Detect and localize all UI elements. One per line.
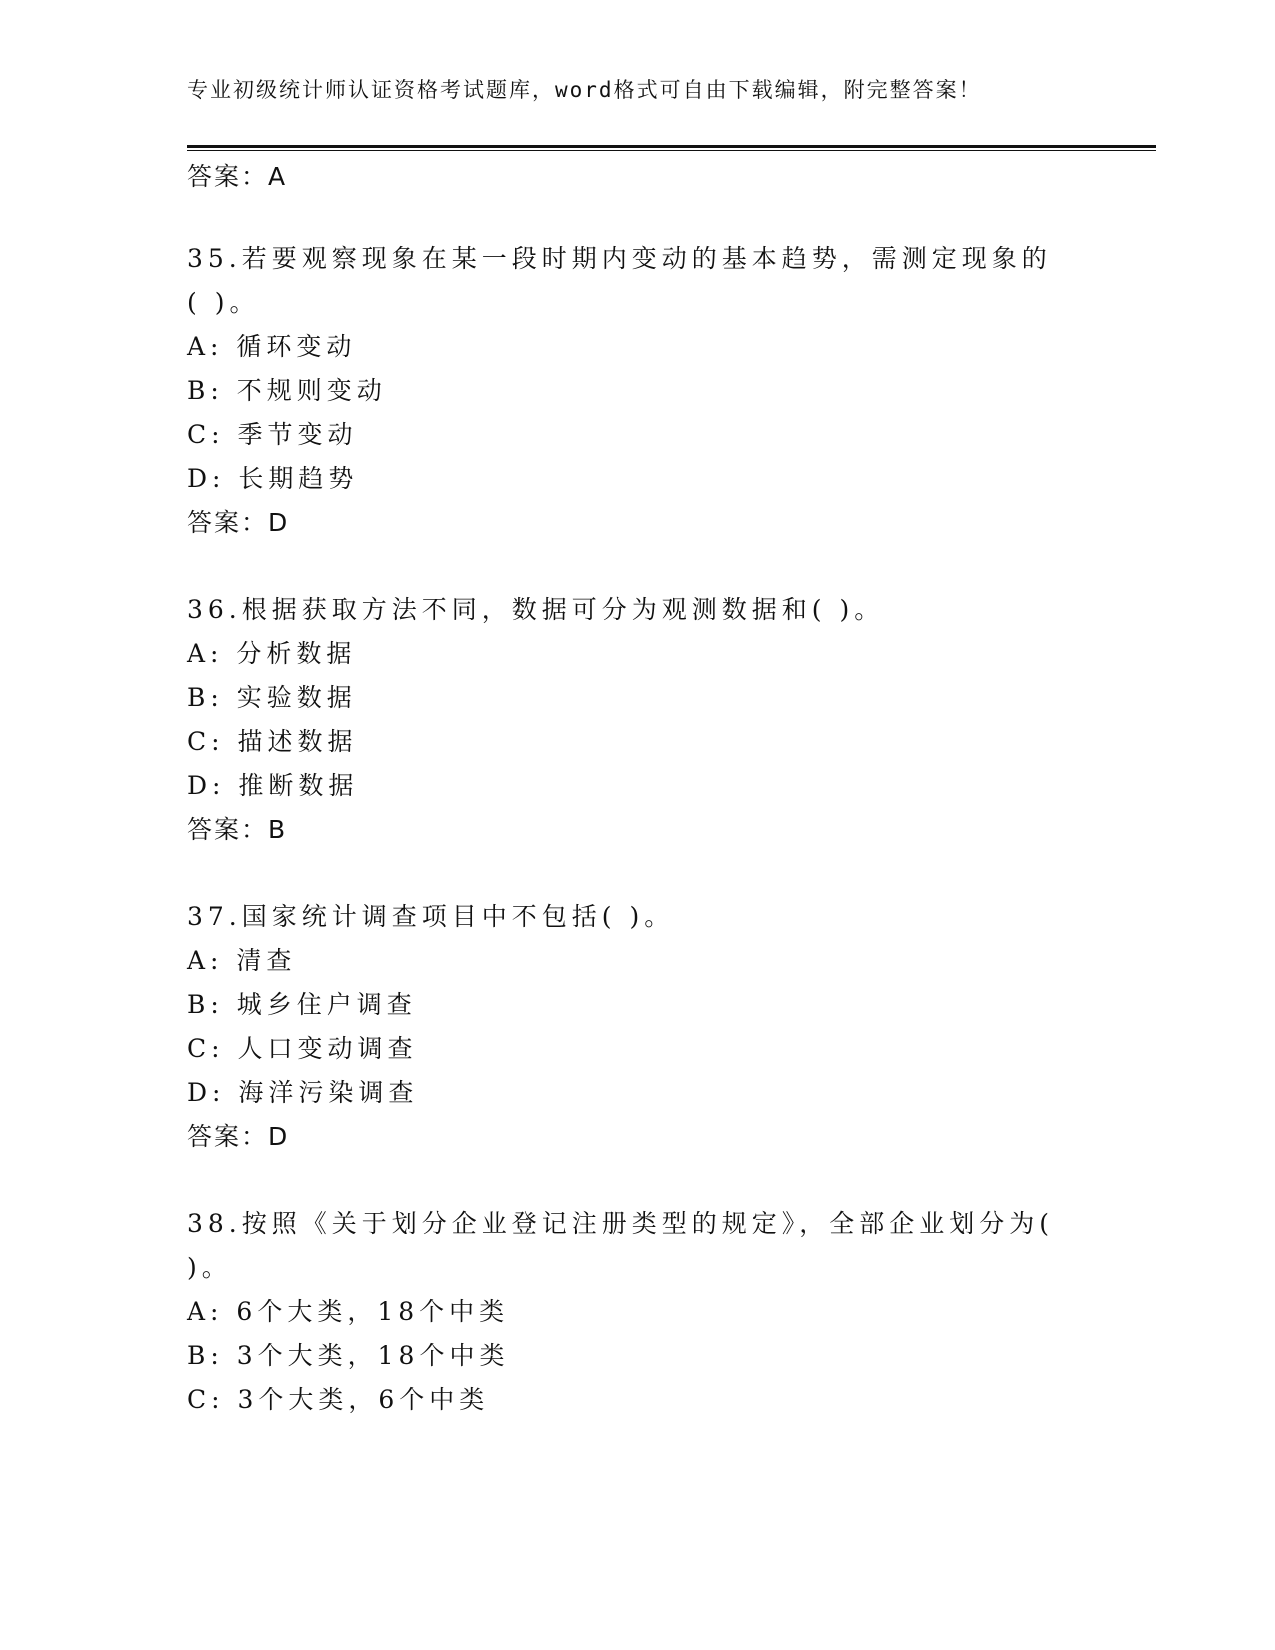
question-37-option-d: D: 海洋污染调查 bbox=[187, 1078, 419, 1107]
question-35-answer: 答案：D bbox=[187, 508, 290, 537]
question-37-option-c: C: 人口变动调查 bbox=[187, 1034, 418, 1063]
question-35-stem: 35.若要观察现象在某一段时期内变动的基本趋势，需测定现象的 bbox=[187, 244, 1052, 273]
question-35-option-a: A: 循环变动 bbox=[187, 332, 357, 361]
question-35-option-c: C: 季节变动 bbox=[187, 420, 358, 449]
question-36-option-b: B: 实验数据 bbox=[187, 683, 357, 712]
answer-prev: 答案：A bbox=[187, 162, 288, 191]
document-header: 专业初级统计师认证资格考试题库，word格式可自由下载编辑，附完整答案！ bbox=[187, 78, 982, 102]
question-36-option-a: A: 分析数据 bbox=[187, 639, 357, 668]
question-35-stem-cont: ( )。 bbox=[187, 288, 260, 317]
header-rule-thin bbox=[187, 150, 1156, 151]
question-37-stem: 37.国家统计调查项目中不包括( )。 bbox=[187, 902, 675, 931]
question-36-option-c: C: 描述数据 bbox=[187, 727, 358, 756]
question-38-stem-cont: )。 bbox=[187, 1253, 232, 1282]
question-37-option-a: A: 清查 bbox=[187, 946, 297, 975]
question-35-option-d: D: 长期趋势 bbox=[187, 464, 359, 493]
question-35-option-b: B: 不规则变动 bbox=[187, 376, 387, 405]
question-38-option-c: C: 3个大类，6个中类 bbox=[187, 1385, 490, 1414]
question-38-stem: 38.按照《关于划分企业登记注册类型的规定》，全部企业划分为( bbox=[187, 1209, 1055, 1238]
question-38-option-b: B: 3个大类，18个中类 bbox=[187, 1341, 510, 1370]
question-36-option-d: D: 推断数据 bbox=[187, 771, 359, 800]
question-38-option-a: A: 6个大类，18个中类 bbox=[187, 1297, 510, 1326]
question-37-option-b: B: 城乡住户调查 bbox=[187, 990, 417, 1019]
question-36-stem: 36.根据获取方法不同，数据可分为观测数据和( )。 bbox=[187, 595, 885, 624]
question-36-answer: 答案：B bbox=[187, 815, 288, 844]
question-37-answer: 答案：D bbox=[187, 1122, 290, 1151]
header-rule-thick bbox=[187, 145, 1156, 148]
